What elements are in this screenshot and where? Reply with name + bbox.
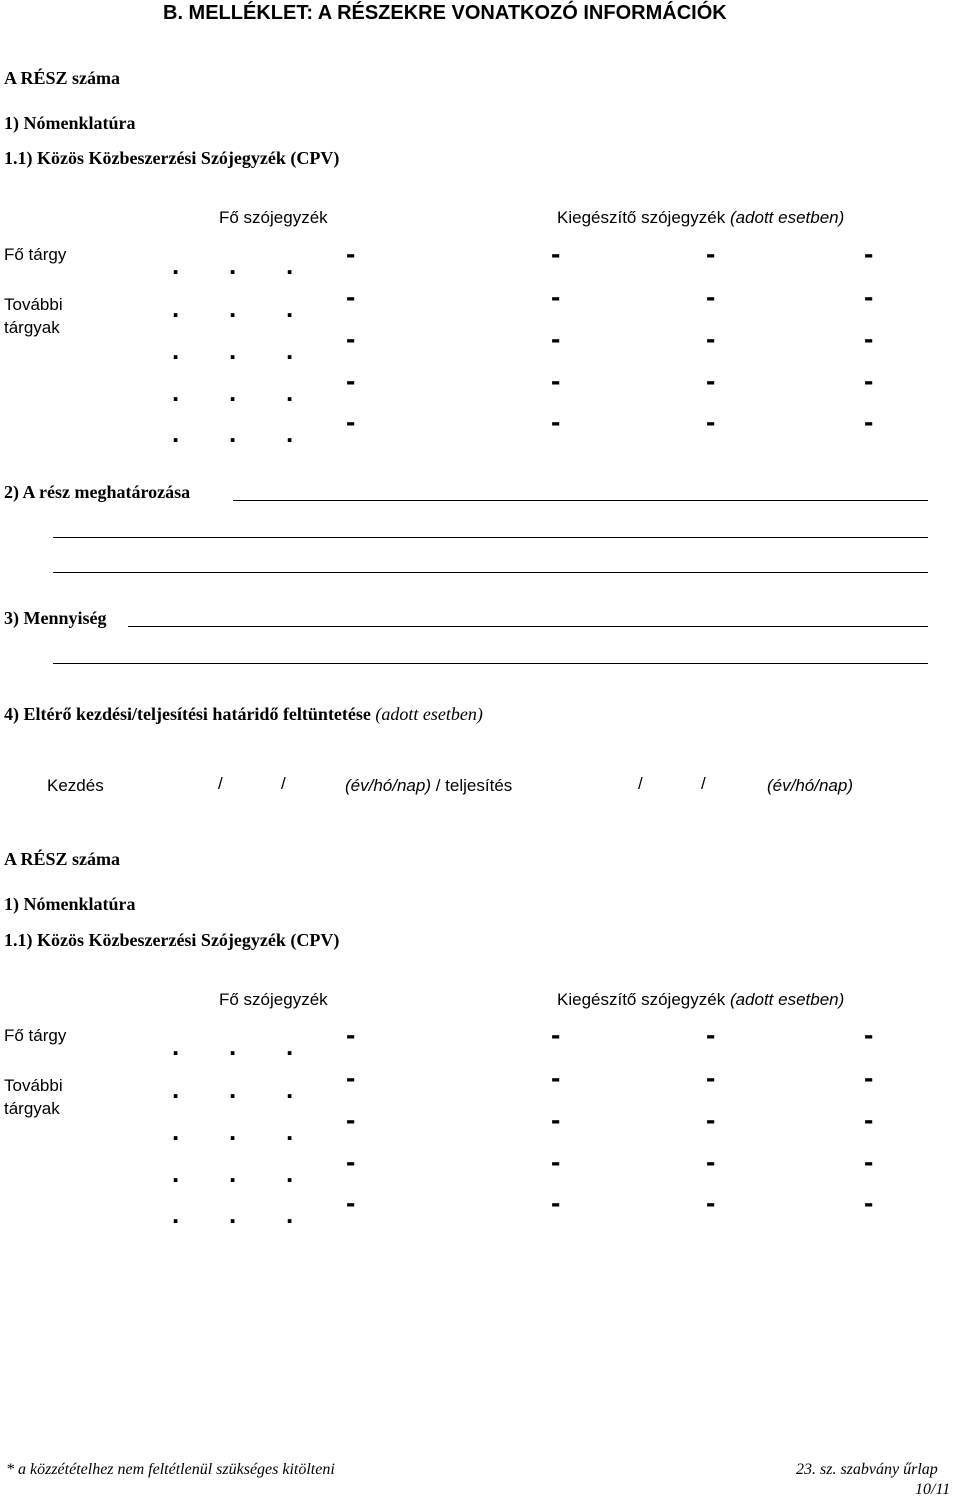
cpv-digit-dot: . [286, 418, 294, 448]
cpv-digit-dot: . [229, 377, 237, 407]
cpv-separator-dash: - [551, 365, 561, 396]
cpv-digit-dot: . [229, 1158, 237, 1188]
main-object-label: Fő tárgy [4, 245, 67, 264]
cpv-digit-dot: . [229, 1074, 237, 1104]
cpv-separator-dash: - [346, 365, 356, 396]
cpv-separator-dash: - [864, 1104, 874, 1135]
part-heading: A RÉSZ száma [4, 849, 121, 869]
start-label: Kezdés [47, 776, 104, 795]
part-heading: A RÉSZ száma [4, 68, 121, 88]
cpv-separator-dash: - [346, 1104, 356, 1135]
cpv-digit-dot: . [229, 293, 237, 323]
cpv-digit-dot: . [286, 293, 294, 323]
cpv-separator-dash: - [346, 1146, 356, 1177]
date-slash: / [218, 774, 223, 793]
quantity-line-2[interactable] [53, 663, 928, 664]
cpv-separator-dash: - [864, 1019, 874, 1050]
cpv-digit-dot: . [172, 1116, 180, 1146]
cpv-separator-dash: - [346, 238, 356, 269]
cpv-digit-dot: . [229, 1031, 237, 1061]
other-objects-label-2: tárgyak [4, 1099, 60, 1118]
cpv-separator-dash: - [551, 323, 561, 354]
footer-note: * a közzétételhez nem feltétlenül szükséges kitölteni [6, 1461, 335, 1478]
cpv-digit-dot: . [229, 1199, 237, 1229]
cpv-digit-dot: . [172, 1074, 180, 1104]
definition-label: 2) A rész meghatározása [4, 482, 191, 502]
main-vocabulary-header: Fő szójegyzék [219, 990, 328, 1009]
cpv-digit-dot: . [229, 335, 237, 365]
supplementary-vocabulary-header: Kiegészítő szójegyzék (adott esetben) [557, 208, 845, 227]
cpv-separator-dash: - [864, 323, 874, 354]
definition-line-3[interactable] [53, 572, 928, 573]
cpv-separator-dash: - [706, 323, 716, 354]
cpv-separator-dash: - [706, 365, 716, 396]
cpv-separator-dash: - [551, 238, 561, 269]
cpv-digit-dot: . [286, 1116, 294, 1146]
document-title: B. MELLÉKLET: A RÉSZEKRE VONATKOZÓ INFORMÁCIÓK [163, 2, 727, 24]
cpv-separator-dash: - [706, 1104, 716, 1135]
form-number: 23. sz. szabvány űrlap [796, 1461, 938, 1478]
other-objects-label-2: tárgyak [4, 318, 60, 337]
definition-line-2[interactable] [53, 537, 928, 538]
cpv-separator-dash: - [864, 238, 874, 269]
cpv-digit-dot: . [172, 335, 180, 365]
cpv-separator-dash: - [551, 281, 561, 312]
date-format-hint: (év/hó/nap) [767, 776, 853, 795]
nomenclature-heading: 1) Nómenklatúra [4, 894, 136, 914]
cpv-digit-dot: . [172, 1158, 180, 1188]
cpv-separator-dash: - [864, 365, 874, 396]
cpv-digit-dot: . [286, 250, 294, 280]
quantity-label: 3) Mennyiség [4, 608, 107, 628]
cpv-digit-dot: . [286, 335, 294, 365]
other-objects-label: További [4, 1076, 63, 1095]
cpv-separator-dash: - [551, 1019, 561, 1050]
cpv-separator-dash: - [551, 1062, 561, 1093]
cpv-separator-dash: - [551, 1146, 561, 1177]
cpv-separator-dash: - [864, 1146, 874, 1177]
date-format-hint: (év/hó/nap) / teljesítés [345, 776, 513, 795]
other-objects-label: További [4, 295, 63, 314]
cpv-separator-dash: - [706, 1019, 716, 1050]
cpv-digit-dot: . [229, 250, 237, 280]
cpv-digit-dot: . [172, 418, 180, 448]
cpv-separator-dash: - [346, 1062, 356, 1093]
cpv-separator-dash: - [706, 1146, 716, 1177]
cpv-digit-dot: . [286, 1074, 294, 1104]
cpv-digit-dot: . [229, 1116, 237, 1146]
date-slash: / [638, 774, 643, 793]
cpv-digit-dot: . [172, 1199, 180, 1229]
cpv-separator-dash: - [864, 1062, 874, 1093]
cpv-digit-dot: . [172, 1031, 180, 1061]
cpv-digit-dot: . [172, 377, 180, 407]
cpv-digit-dot: . [229, 418, 237, 448]
supplementary-vocabulary-header: Kiegészítő szójegyzék (adott esetben) [557, 990, 845, 1009]
cpv-separator-dash: - [706, 281, 716, 312]
cpv-digit-dot: . [286, 1158, 294, 1188]
cpv-digit-dot: . [172, 250, 180, 280]
main-object-label: Fő tárgy [4, 1026, 67, 1045]
cpv-separator-dash: - [346, 1019, 356, 1050]
cpv-separator-dash: - [551, 1104, 561, 1135]
cpv-separator-dash: - [551, 1187, 561, 1218]
cpv-separator-dash: - [346, 1187, 356, 1218]
cpv-heading: 1.1) Közös Közbeszerzési Szójegyzék (CPV) [4, 930, 340, 950]
cpv-digit-dot: . [286, 1199, 294, 1229]
deadline-label: 4) Eltérő kezdési/teljesítési határidő feltüntetése (adott esetben) [4, 704, 483, 724]
cpv-separator-dash: - [864, 1187, 874, 1218]
cpv-heading: 1.1) Közös Közbeszerzési Szójegyzék (CPV) [4, 148, 340, 168]
cpv-digit-dot: . [286, 1031, 294, 1061]
cpv-separator-dash: - [706, 1187, 716, 1218]
date-slash: / [281, 774, 286, 793]
main-vocabulary-header: Fő szójegyzék [219, 208, 328, 227]
cpv-separator-dash: - [706, 238, 716, 269]
quantity-line[interactable] [128, 626, 928, 627]
cpv-separator-dash: - [706, 406, 716, 437]
cpv-separator-dash: - [346, 406, 356, 437]
definition-line[interactable] [233, 500, 928, 501]
cpv-separator-dash: - [706, 1062, 716, 1093]
cpv-separator-dash: - [864, 281, 874, 312]
cpv-separator-dash: - [346, 281, 356, 312]
page-number: 10/11 [915, 1481, 951, 1498]
cpv-separator-dash: - [346, 323, 356, 354]
cpv-separator-dash: - [864, 406, 874, 437]
date-slash: / [701, 774, 706, 793]
cpv-digit-dot: . [172, 293, 180, 323]
nomenclature-heading: 1) Nómenklatúra [4, 113, 136, 133]
cpv-separator-dash: - [551, 406, 561, 437]
cpv-digit-dot: . [286, 377, 294, 407]
